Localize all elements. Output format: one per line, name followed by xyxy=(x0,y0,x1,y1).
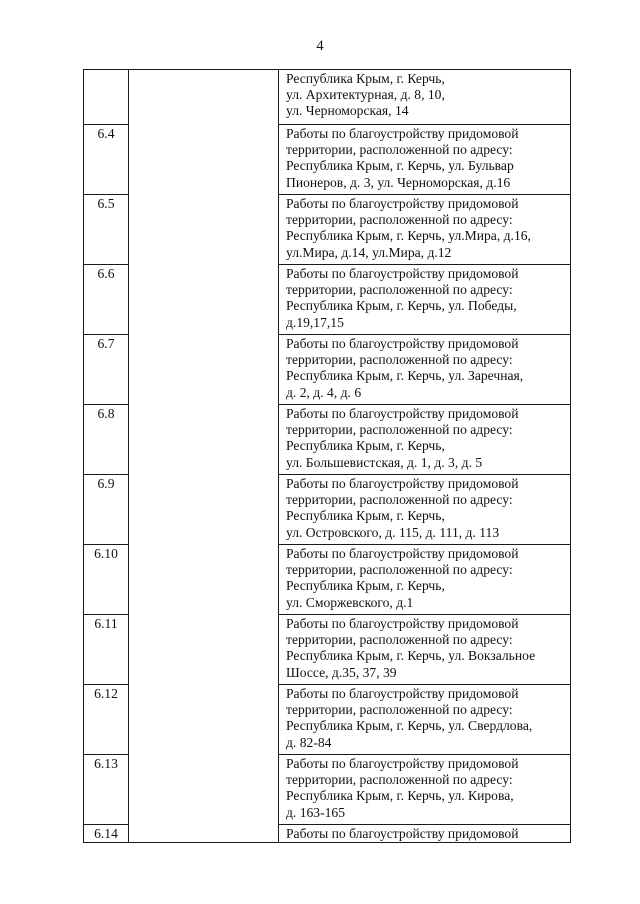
item-number: 6.5 xyxy=(84,195,129,265)
empty-cell xyxy=(129,70,279,125)
description-line: Республика Крым, г. Керчь, ул. Кирова, xyxy=(286,788,514,804)
table-row xyxy=(84,685,571,755)
description-line: территории, расположенной по адресу: xyxy=(286,422,513,438)
description-line: ул. Островского, д. 115, д. 111, д. 113 xyxy=(286,524,500,540)
item-number: 6.6 xyxy=(84,265,129,335)
description-line: Работы по благоустройству придомовой xyxy=(286,756,519,771)
description-line: Работы по благоустройству придомовой xyxy=(286,126,519,141)
empty-cell xyxy=(129,335,279,405)
description-line: д. 2, д. 4, д. 6 xyxy=(286,384,362,400)
description-line: территории, расположенной по адресу: xyxy=(286,282,513,298)
description-line: Республика Крым, г. Керчь, xyxy=(286,71,445,86)
description-line: территории, расположенной по адресу: xyxy=(286,492,513,508)
description-line: территории, расположенной по адресу: xyxy=(286,212,513,228)
table-row xyxy=(84,125,571,195)
work-description xyxy=(279,195,571,265)
description-line: Работы по благоустройству придомовой xyxy=(286,546,519,561)
work-description xyxy=(279,335,571,405)
description-line: территории, расположенной по адресу: xyxy=(286,632,513,648)
description-line: Республика Крым, г. Керчь, ул. Победы, xyxy=(286,298,517,314)
empty-cell xyxy=(129,755,279,825)
empty-cell xyxy=(129,125,279,195)
description-line: Пионеров, д. 3, ул. Черноморская, д.16 xyxy=(286,174,511,190)
works-table xyxy=(83,69,571,843)
table-row xyxy=(84,195,571,265)
description-line: Республика Крым, г. Керчь, ул.Мира, д.16, xyxy=(286,228,531,244)
work-description xyxy=(279,405,571,475)
work-description xyxy=(279,685,571,755)
description-line: Работы по благоустройству придомовой xyxy=(286,196,519,211)
table-row xyxy=(84,405,571,475)
item-number: 6.9 xyxy=(84,475,129,545)
description-line: Республика Крым, г. Керчь, ул. Вокзальное xyxy=(286,648,536,664)
description-line: Работы по благоустройству придомовой xyxy=(286,616,519,631)
description-line: д. 163-165 xyxy=(286,804,346,820)
description-line: Работы по благоустройству придомовой xyxy=(286,826,519,841)
empty-cell xyxy=(129,195,279,265)
description-line: Работы по благоустройству придомовой xyxy=(286,476,519,491)
work-description xyxy=(279,615,571,685)
item-number: 6.14 xyxy=(84,825,129,843)
table-row xyxy=(84,265,571,335)
description-line: территории, расположенной по адресу: xyxy=(286,702,513,718)
description-line: Республика Крым, г. Керчь, xyxy=(286,438,445,454)
description-line: ул. Черноморская, 14 xyxy=(286,103,409,119)
work-description xyxy=(279,755,571,825)
empty-cell xyxy=(129,685,279,755)
description-line: Республика Крым, г. Керчь, ул. Заречная, xyxy=(286,368,524,384)
description-line: территории, расположенной по адресу: xyxy=(286,142,513,158)
empty-cell xyxy=(129,615,279,685)
work-description xyxy=(279,545,571,615)
table-row xyxy=(84,475,571,545)
work-description xyxy=(279,125,571,195)
description-line: ул.Мира, д.14, ул.Мира, д.12 xyxy=(286,244,452,260)
description-line: д.19,17,15 xyxy=(286,314,344,330)
table-row xyxy=(84,615,571,685)
description-line: территории, расположенной по адресу: xyxy=(286,772,513,788)
table-row xyxy=(84,755,571,825)
description-line: ул. Архитектурная, д. 8, 10, xyxy=(286,87,445,103)
description-line: территории, расположенной по адресу: xyxy=(286,562,513,578)
item-number: 6.8 xyxy=(84,405,129,475)
description-line: д. 82-84 xyxy=(286,734,332,750)
empty-cell xyxy=(129,825,279,843)
description-line: Работы по благоустройству придомовой xyxy=(286,266,519,281)
description-line: территории, расположенной по адресу: xyxy=(286,352,513,368)
item-number: 6.10 xyxy=(84,545,129,615)
work-description xyxy=(279,825,571,843)
description-line: Шоссе, д.35, 37, 39 xyxy=(286,664,397,680)
description-line: Республика Крым, г. Керчь, xyxy=(286,578,445,594)
work-description xyxy=(279,70,571,125)
works-table-body xyxy=(84,70,571,843)
table-row xyxy=(84,545,571,615)
description-line: Работы по благоустройству придомовой xyxy=(286,336,519,351)
work-description xyxy=(279,265,571,335)
table-row xyxy=(84,825,571,843)
empty-cell xyxy=(129,405,279,475)
item-number: 6.7 xyxy=(84,335,129,405)
item-number xyxy=(84,70,129,125)
description-line: Республика Крым, г. Керчь, xyxy=(286,508,445,524)
empty-cell xyxy=(129,265,279,335)
page-number: 4 xyxy=(316,38,324,54)
description-line: ул. Большевистская, д. 1, д. 3, д. 5 xyxy=(286,454,483,470)
description-line: Работы по благоустройству придомовой xyxy=(286,406,519,421)
description-line: Республика Крым, г. Керчь, ул. Бульвар xyxy=(286,158,514,174)
empty-cell xyxy=(129,475,279,545)
empty-cell xyxy=(129,545,279,615)
item-number: 6.4 xyxy=(84,125,129,195)
description-line: Республика Крым, г. Керчь, ул. Свердлова, xyxy=(286,718,533,734)
item-number: 6.13 xyxy=(84,755,129,825)
description-line: Работы по благоустройству придомовой xyxy=(286,686,519,701)
item-number: 6.12 xyxy=(84,685,129,755)
description-line: ул. Сморжевского, д.1 xyxy=(286,594,414,610)
item-number: 6.11 xyxy=(84,615,129,685)
work-description xyxy=(279,475,571,545)
table-row xyxy=(84,70,571,125)
table-row xyxy=(84,335,571,405)
